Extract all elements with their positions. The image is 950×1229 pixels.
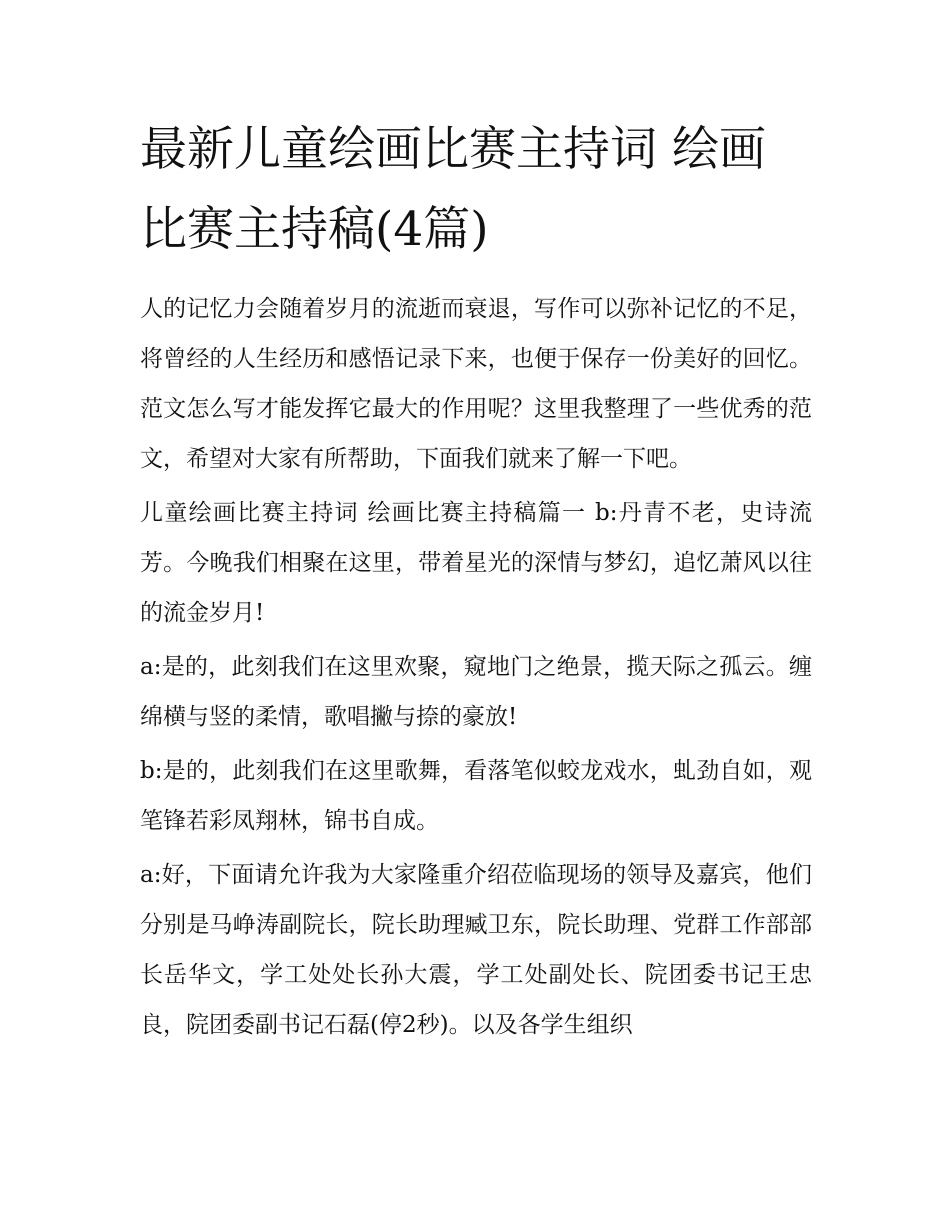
- paragraph-list: [140, 284, 812, 1050]
- paragraph-host-b-1: b:是的，此刻我们在这里歌舞，看落笔似蛟龙戏水，虬劲自如，观笔锋若彩凤翔林，锦书自成。: [140, 758, 812, 834]
- paragraph-host-a-2: a:好，下面请允许我为大家隆重介绍莅临现场的领导及嘉宾，他们分别是马峥涛副院长，院长助理臧卫东，院长助理、党群工作部部长岳华文，学工处处长孙大震，学工处副处长、院团委书记王忠良，院团委副书记石磊(停2秒)。以及各学生组织: [140, 862, 812, 1038]
- document-body: [140, 110, 812, 1054]
- paragraph-opening: 儿童绘画比赛主持词 绘画比赛主持稿篇一 b:丹青不老，史诗流芳。今晚我们相聚在这里，带着星光的深情与梦幻，追忆萧风以往的流金岁月!: [140, 500, 812, 626]
- document-title: 最新儿童绘画比赛主持词 绘画比赛主持稿(4篇): [140, 122, 766, 257]
- paragraph-intro: 人的记忆力会随着岁月的流逝而衰退，写作可以弥补记忆的不足，将曾经的人生经历和感悟记录下来，也便于保存一份美好的回忆。范文怎么写才能发挥它最大的作用呢？这里我整理了一些优秀的范文，希望对大家有所帮助，下面我们就来了解一下吧。: [140, 296, 812, 472]
- paragraph-host-a-1: a:是的，此刻我们在这里欢聚，窥地门之绝景，揽天际之孤云。缠绵横与竖的柔情，歌唱撇与捺的豪放!: [140, 654, 812, 730]
